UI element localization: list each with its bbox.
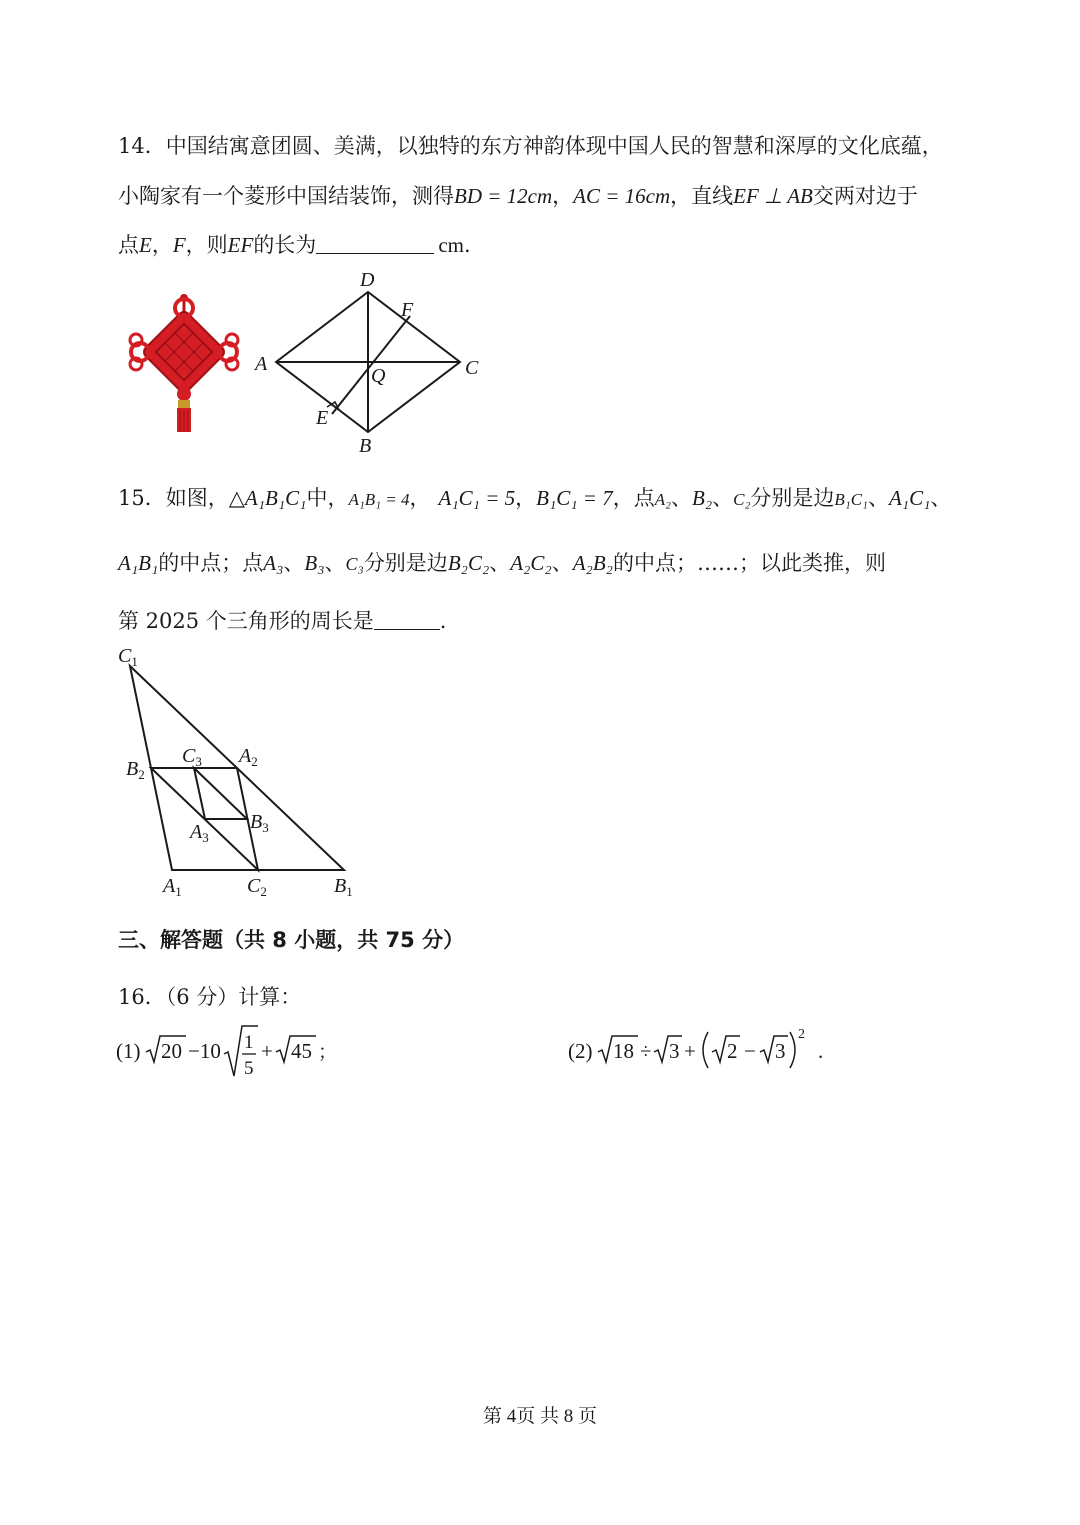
label-a2: $A_2$ [239, 745, 258, 769]
svg-text:(2): (2) [568, 1039, 593, 1063]
svg-text:5: 5 [244, 1058, 254, 1079]
left-paren [703, 1032, 708, 1068]
right-paren [790, 1032, 795, 1068]
svg-text:3: 3 [775, 1039, 786, 1063]
svg-text:(1): (1) [116, 1039, 141, 1063]
label-f: F [401, 299, 414, 321]
svg-text:−10: −10 [188, 1039, 221, 1063]
page-footer: 第 4页 共 8 页 [482, 1406, 597, 1427]
svg-text:.: . [818, 1039, 824, 1063]
svg-text:+: + [261, 1039, 273, 1063]
label-a: A [255, 353, 268, 375]
label-c3: $C_3$ [182, 745, 202, 769]
q16-part1-expression [116, 1024, 356, 1084]
answer-blank-14[interactable] [316, 253, 434, 254]
svg-text:20: 20 [161, 1039, 182, 1063]
triangle-figure [112, 640, 372, 900]
svg-text:÷: ÷ [640, 1039, 652, 1063]
ef-perp-ab: EF ⊥ AB [733, 184, 813, 208]
label-c2: $C_2$ [247, 875, 267, 899]
q16-part2-expression [568, 1024, 838, 1074]
label-c: C [465, 357, 479, 379]
svg-text:−: − [744, 1039, 756, 1063]
rhombus-figure [248, 262, 488, 462]
q16-title: 16．（6 分）计算： [118, 985, 302, 1009]
svg-text:+: + [684, 1039, 696, 1063]
label-q: Q [371, 365, 386, 387]
q15-line1: 15．如图，△A₁B₁C₁中，A₁B₁ = 4， A₁C₁ = 5，B₁C₁ = 7，点A₂、B₂、C₂分别是边B₁C₁、A₁C₁、 [118, 486, 952, 510]
section-heading: 三、解答题（共 8 小题，共 75 分） [118, 928, 465, 952]
label-d: D [360, 269, 375, 291]
svg-text:18: 18 [613, 1039, 634, 1063]
svg-text:3: 3 [669, 1039, 680, 1063]
q15-line2: A₁B₁的中点；点A₃、B₃、C₃分别是边B₂C₂、A₂C₂、A₂B₂的中点；……；以此类推，则 [118, 551, 886, 575]
label-a3: $A_3$ [190, 821, 209, 845]
ac-equation: AC = 16cm [573, 184, 671, 208]
svg-text:2: 2 [727, 1039, 738, 1063]
q15-line3: 第 2025 个三角形的周长是 . [118, 609, 447, 633]
svg-text:；: ； [318, 1041, 338, 1063]
q14-line1: 14．中国结寓意团圆、美满，以独特的东方神韵体现中国人民的智慧和深厚的文化底蕴， [118, 134, 943, 158]
chinese-knot-image [126, 290, 242, 435]
label-b2: $B_2$ [126, 758, 145, 782]
label-e: E [316, 407, 329, 429]
svg-text:2: 2 [798, 1027, 805, 1042]
label-b: B [359, 435, 372, 457]
answer-blank-15[interactable] [374, 629, 440, 630]
q14-line2: 小陶家有一个菱形中国结装饰，测得BD = 12cm，AC = 16cm，直线EF ⊥ AB交两对边于 [118, 184, 918, 208]
svg-text:45: 45 [291, 1039, 312, 1063]
label-a1: $A_1$ [163, 875, 182, 899]
label-b1: $B_1$ [334, 875, 353, 899]
label-b3: $B_3$ [250, 811, 269, 835]
svg-text:1: 1 [244, 1032, 254, 1053]
label-c1: $C_1$ [118, 645, 138, 669]
bd-equation: BD = 12cm [454, 184, 553, 208]
q14-line3: 点E，F，则EF的长为 cm. [118, 233, 471, 257]
